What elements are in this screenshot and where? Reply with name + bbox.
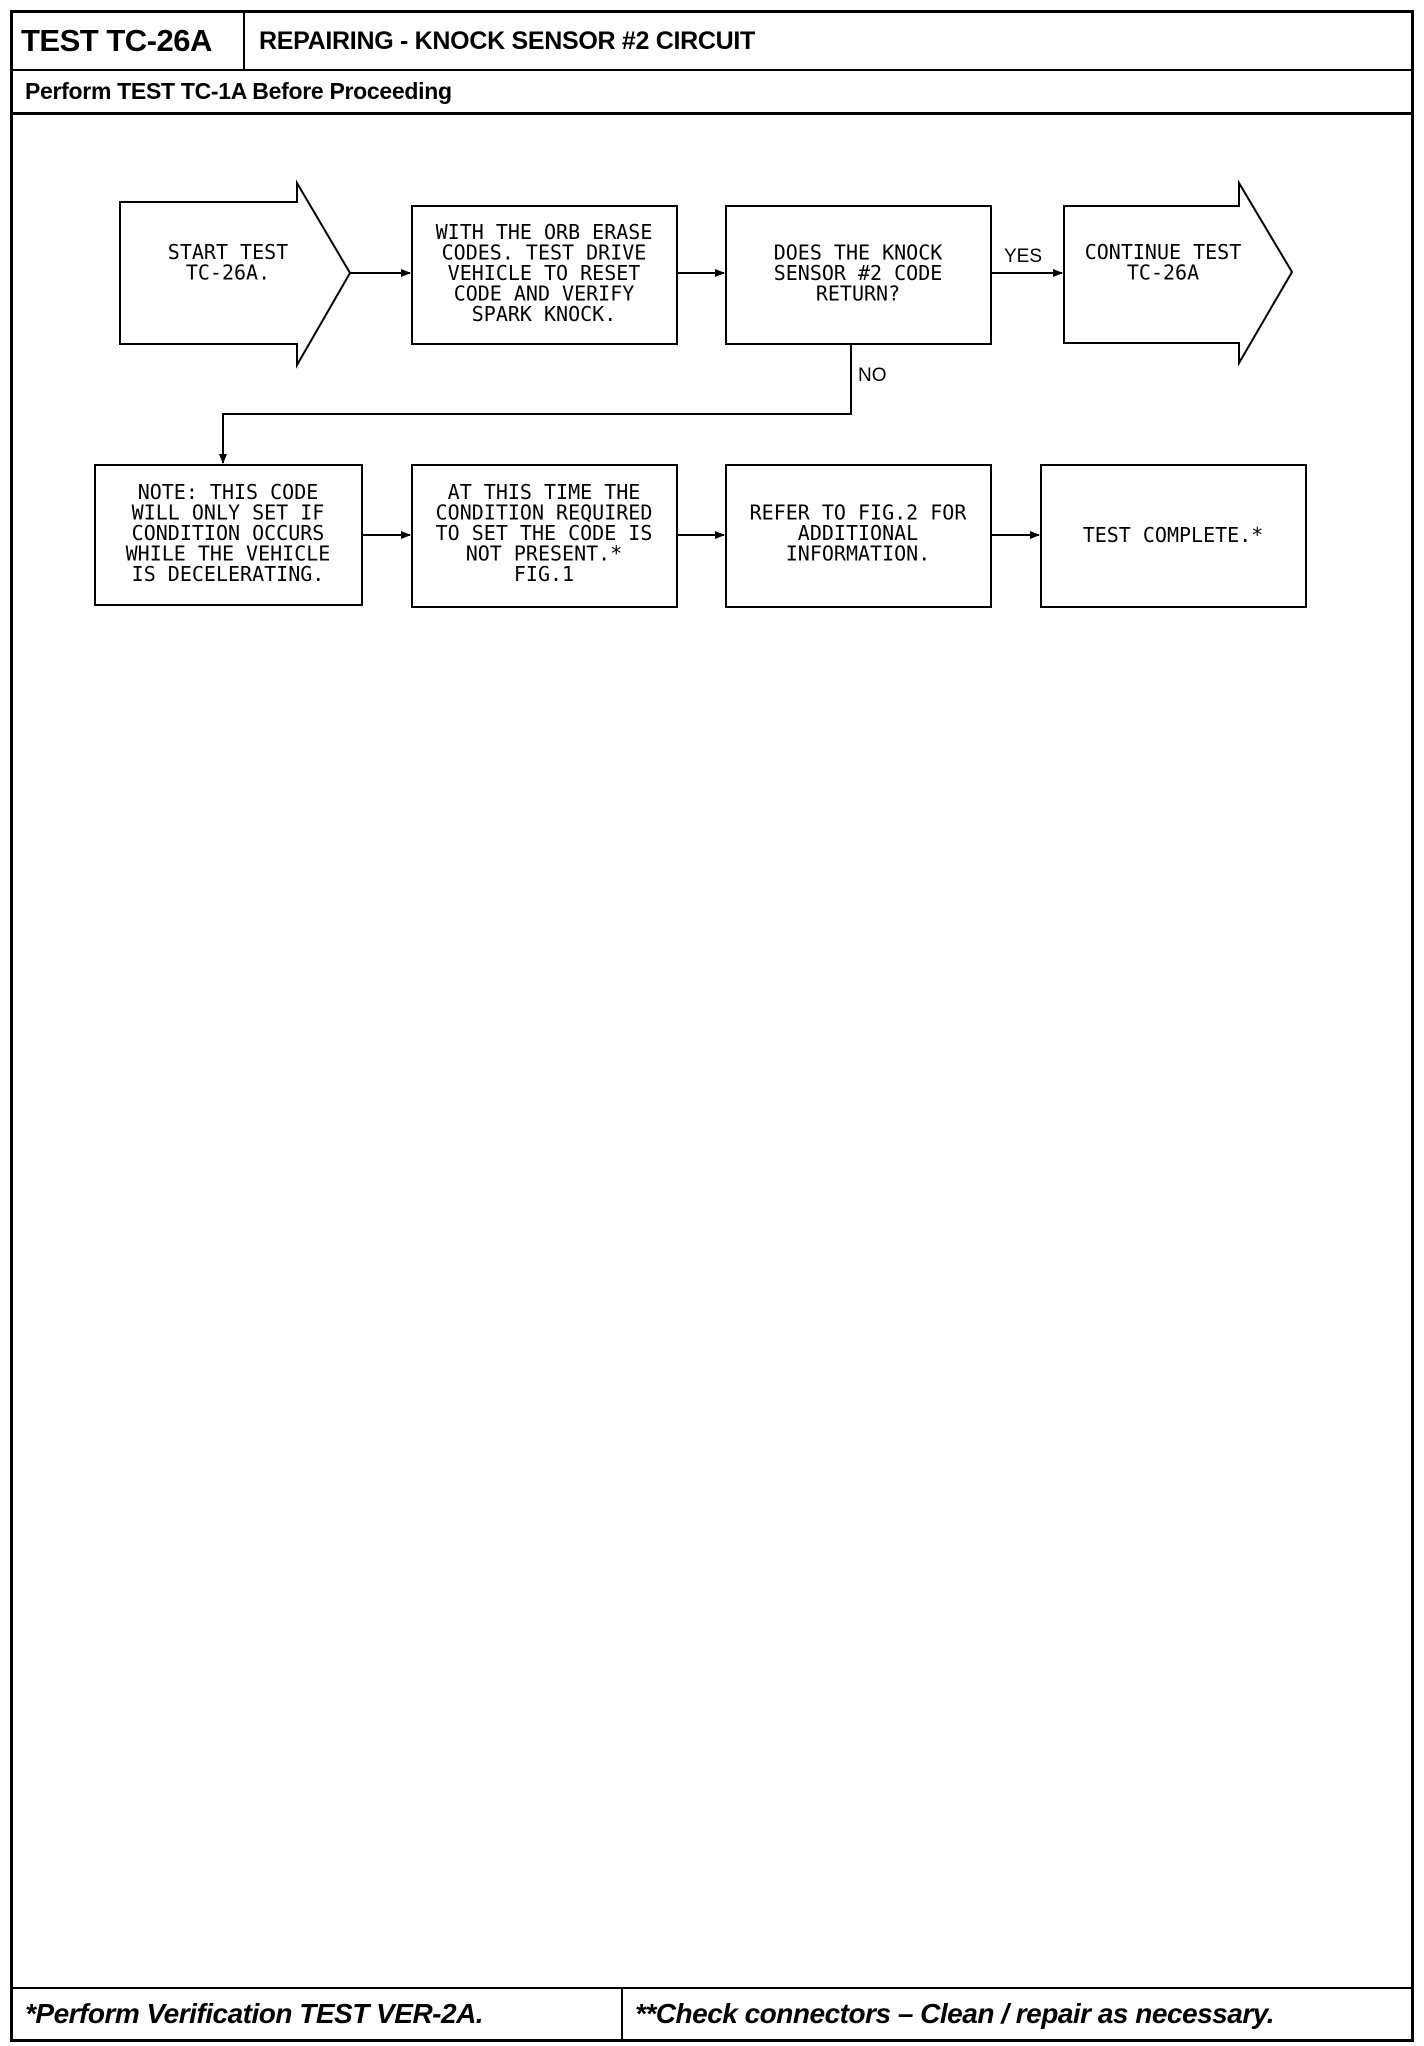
refer-text-line: INFORMATION. <box>785 541 931 566</box>
note-text-line: WILL ONLY SET IF <box>131 500 325 525</box>
refer-text-line: ADDITIONAL <box>797 521 919 545</box>
continue-text-line: TC-26A <box>1126 260 1200 285</box>
note-text-line: WHILE THE VEHICLE <box>125 541 331 566</box>
condition-text-line: AT THIS TIME THE <box>447 480 641 504</box>
note-text-line: NOTE: THIS CODE <box>137 480 319 504</box>
yes-label: YES <box>1004 246 1043 267</box>
step1-text-line: SPARK KNOCK. <box>471 302 617 326</box>
no-label: NO <box>858 365 887 386</box>
complete-text <box>1083 523 1264 547</box>
footer-connector-note: **Check connectors – Clean / repair as necessary. <box>635 1998 1275 2029</box>
continue-text-line: CONTINUE TEST <box>1084 239 1242 264</box>
question-text-line: DOES THE KNOCK <box>773 240 943 265</box>
start-text <box>168 240 288 285</box>
question-text-line: RETURN? <box>815 281 901 306</box>
condition-text-line: CONDITION REQUIRED <box>435 500 653 525</box>
step1-text-line: WITH THE ORB ERASE <box>435 220 653 244</box>
condition-text-line: TO SET THE CODE IS <box>435 521 653 545</box>
note-text-line: IS DECELERATING. <box>131 562 325 586</box>
condition-text-line: NOT PRESENT.* <box>465 541 623 566</box>
connector-no <box>223 344 851 463</box>
step1-text-line: CODES. TEST DRIVE <box>441 240 647 265</box>
page-title: REPAIRING - KNOCK SENSOR #2 CIRCUIT <box>259 27 756 55</box>
question-text-line: SENSOR #2 CODE <box>773 261 943 285</box>
start-text-line: START TEST <box>167 239 289 264</box>
footer-verification-note: *Perform Verification TEST VER-2A. <box>13 1989 623 2039</box>
step1-text-line: VEHICLE TO RESET <box>447 261 641 285</box>
complete-text-line: TEST COMPLETE.* <box>1082 523 1264 547</box>
step1-text-line: CODE AND VERIFY <box>453 281 635 306</box>
start-text-line: TC-26A. <box>185 260 271 285</box>
note-text <box>126 480 331 586</box>
prerequisite-note: Perform TEST TC-1A Before Proceeding <box>13 69 1411 115</box>
condition-text-line: FIG.1 <box>513 562 575 586</box>
test-id: TEST TC-26A <box>13 13 245 69</box>
note-text-line: CONDITION OCCURS <box>131 521 325 545</box>
refer-text-line: REFER TO FIG.2 FOR <box>749 500 967 525</box>
